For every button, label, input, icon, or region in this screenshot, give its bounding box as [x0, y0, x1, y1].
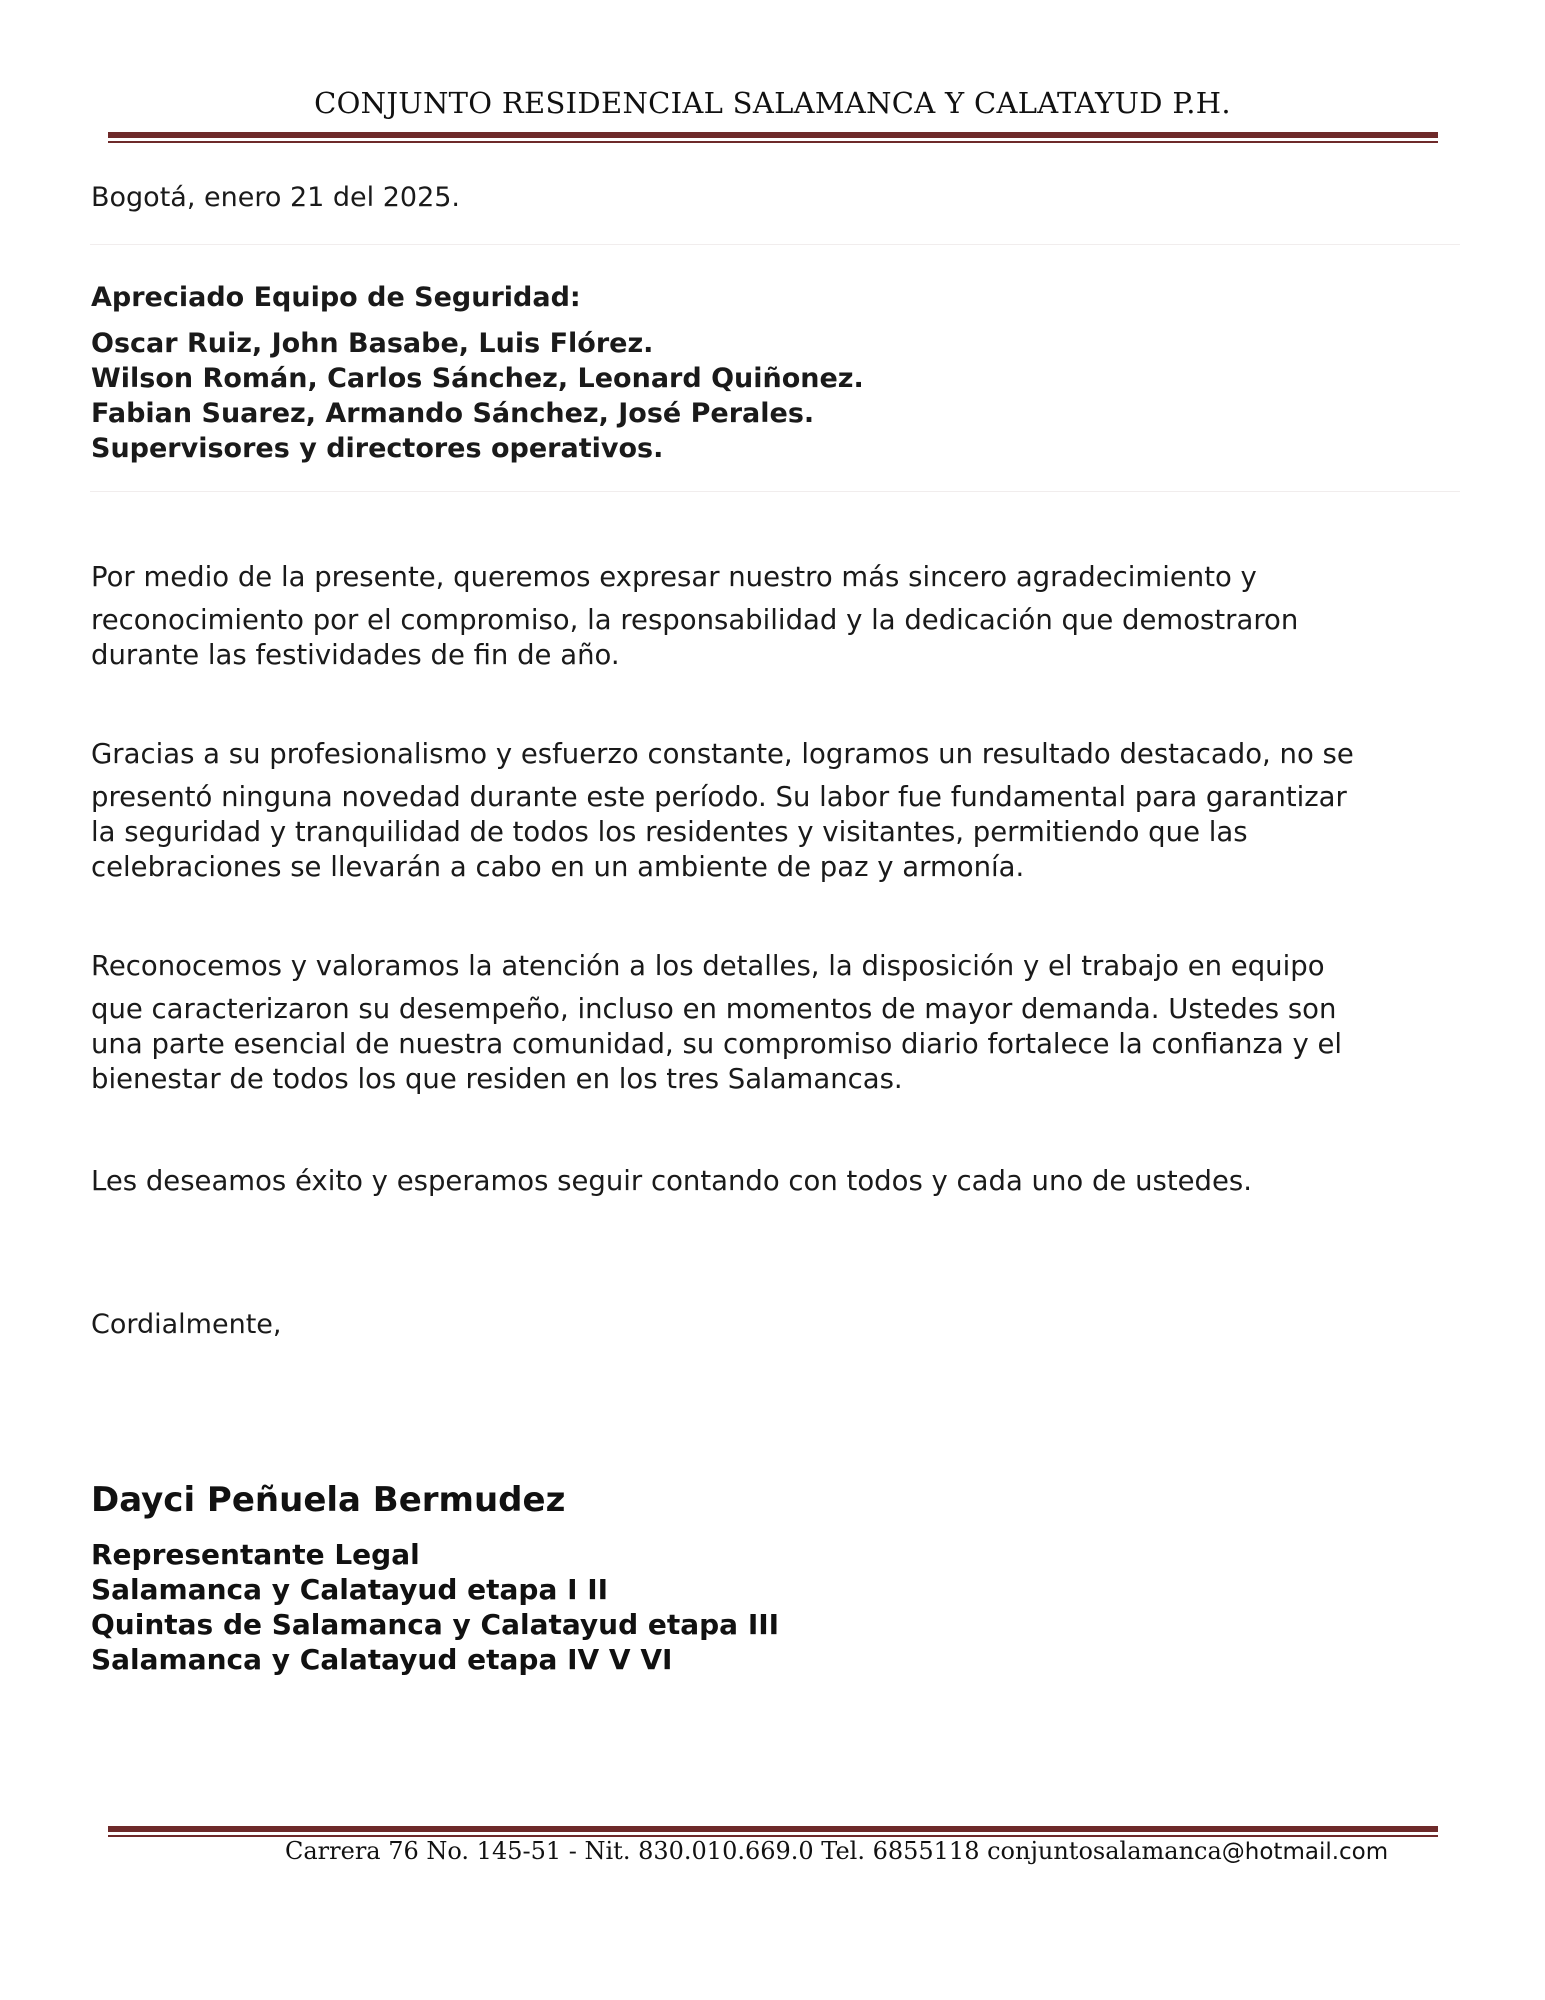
paragraph-3 [91, 949, 1461, 1097]
paragraph-line: bienestar de todos los que residen en los tres Salamancas. [91, 1063, 903, 1095]
paragraph-line: Les deseamos éxito y esperamos seguir contando con todos y cada uno de ustedes. [91, 1165, 1252, 1197]
letterhead-rule [108, 132, 1438, 143]
recipient-line: Fabian Suarez, Armando Sánchez, José Perales. [91, 398, 815, 429]
paragraph-2 [91, 737, 1461, 885]
paragraph-line: Por medio de la presente, queremos expresar nuestro más sincero agradecimiento y [91, 561, 1257, 593]
footer-email-suffix: @hotmail.com [1221, 1839, 1389, 1865]
paragraph-4 [91, 1164, 1461, 1199]
recipient-line: Oscar Ruiz, John Basabe, Luis Flórez. [91, 328, 654, 359]
divider [90, 244, 1460, 245]
signer-name: Dayci Peñuela Bermudez [91, 1480, 566, 1520]
paragraph-line: Reconocemos y valoramos la atención a los detalles, la disposición y el trabajo en equipo [91, 950, 1325, 982]
paragraph-line: que caracterizaron su desempeño, incluso en momentos de mayor demanda. Ustedes son [91, 993, 1337, 1025]
recipient-line: Wilson Román, Carlos Sánchez, Leonard Quiñonez. [91, 363, 864, 394]
signer-line: Salamanca y Calatayud etapa I II [91, 1573, 609, 1606]
signer-line: Quintas de Salamanca y Calatayud etapa III [91, 1608, 780, 1641]
paragraph-line: Gracias a su profesionalismo y esfuerzo constante, logramos un resultado destacado, no se [91, 738, 1354, 770]
paragraph-line: celebraciones se llevarán a cabo en un ambiente de paz y armonía. [91, 851, 1025, 883]
paragraph-line: durante las festividades de fin de año. [91, 639, 620, 671]
signer-details [91, 1537, 779, 1677]
letter-date: Bogotá, enero 21 del 2025. [91, 182, 461, 213]
letterhead-title: CONJUNTO RESIDENCIAL SALAMANCA Y CALATAYUD P.H. [314, 86, 1231, 120]
closing: Cordialmente, [91, 1309, 282, 1340]
paragraph-1 [91, 560, 1461, 673]
paragraph-line: una parte esencial de nuestra comunidad, su compromiso diario fortalece la confianza y el [91, 1028, 1343, 1060]
divider [90, 491, 1460, 492]
paragraph-line: la seguridad y tranquilidad de todos los residentes y visitantes, permitiendo que las [91, 816, 1248, 848]
recipients-block [91, 326, 1461, 466]
recipient-line: Supervisores y directores operativos. [91, 433, 664, 464]
footer-rule [108, 1826, 1438, 1837]
paragraph-line: presentó ninguna novedad durante este período. Su labor fue fundamental para garantizar [91, 781, 1347, 813]
footer-contact [285, 1837, 1388, 1865]
footer-address: Carrera 76 No. 145-51 - Nit. 830.010.669.0 Tel. 6855118 conjuntosalamanca [285, 1837, 1222, 1865]
paragraph-line: reconocimiento por el compromiso, la responsabilidad y la dedicación que demostraron [91, 604, 1299, 636]
signer-line: Salamanca y Calatayud etapa IV V VI [91, 1643, 673, 1676]
signer-line: Representante Legal [91, 1538, 420, 1571]
salutation: Apreciado Equipo de Seguridad: [91, 282, 581, 313]
